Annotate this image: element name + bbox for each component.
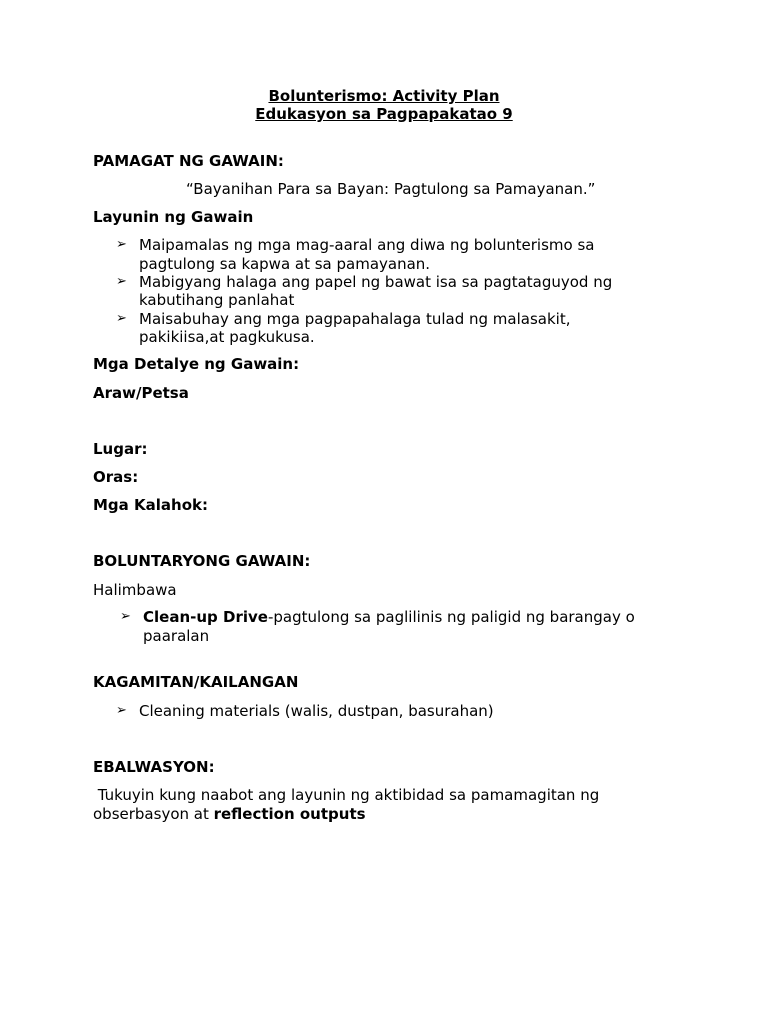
ebalwasyon-plain: obserbasyon at — [93, 805, 214, 823]
boluntaryo-heading: BOLUNTARYONG GAWAIN: — [93, 552, 311, 570]
cleanup-line — [143, 608, 635, 626]
lugar-label: Lugar: — [93, 440, 148, 458]
cleanup-title: Clean-up Drive — [143, 608, 268, 626]
oras-label: Oras: — [93, 468, 139, 486]
ebalwasyon-line-1: Tukuyin kung naabot ang layunin ng aktibidad sa pamamagitan ng — [93, 786, 600, 804]
title-line-2: Edukasyon sa Pagpapakatao 9 — [255, 105, 513, 123]
kagamitan-heading: KAGAMITAN/KAILANGAN — [93, 673, 299, 691]
cleanup-description: -pagtulong sa paglilinis ng paligid ng barangay o — [267, 608, 635, 626]
list-item-line: Maipamalas ng mga mag-aaral ang diwa ng bolunterismo sa — [139, 236, 595, 254]
arrow-bullet-icon: ➢ — [116, 311, 127, 326]
pamagat-text: “Bayanihan Para sa Bayan: Pagtulong sa Pamayanan.” — [186, 180, 596, 198]
list-item-line: kabutihang panlahat — [139, 291, 295, 309]
ebalwasyon-heading: EBALWASYON: — [93, 758, 215, 776]
ebalwasyon-bold: reflection outputs — [213, 805, 366, 823]
arrow-bullet-icon: ➢ — [116, 703, 127, 718]
list-item-line: Mabigyang halaga ang papel ng bawat isa sa pagtataguyod ng — [139, 273, 613, 291]
pamagat-heading: PAMAGAT NG GAWAIN: — [93, 152, 284, 170]
arrow-bullet-icon: ➢ — [116, 274, 127, 289]
list-item-line: pakikiisa,at pagkukusa. — [139, 328, 315, 346]
halimbawa-label: Halimbawa — [93, 581, 177, 599]
cleanup-line-2: paaralan — [143, 627, 210, 645]
detalye-heading: Mga Detalye ng Gawain: — [93, 355, 300, 373]
ebalwasyon-line-2 — [93, 805, 366, 823]
list-item-line: Maisabuhay ang mga pagpapahalaga tulad ng malasakit, — [139, 310, 571, 328]
list-item-line: pagtulong sa kapwa at sa pamayanan. — [139, 255, 431, 273]
title-line-1: Bolunterismo: Activity Plan — [268, 87, 500, 105]
araw-label: Araw/Petsa — [93, 384, 189, 402]
arrow-bullet-icon: ➢ — [120, 609, 131, 624]
arrow-bullet-icon: ➢ — [116, 237, 127, 252]
kagamitan-item: Cleaning materials (walis, dustpan, basurahan) — [139, 702, 494, 720]
kalahok-label: Mga Kalahok: — [93, 496, 208, 514]
layunin-heading: Layunin ng Gawain — [93, 208, 254, 226]
